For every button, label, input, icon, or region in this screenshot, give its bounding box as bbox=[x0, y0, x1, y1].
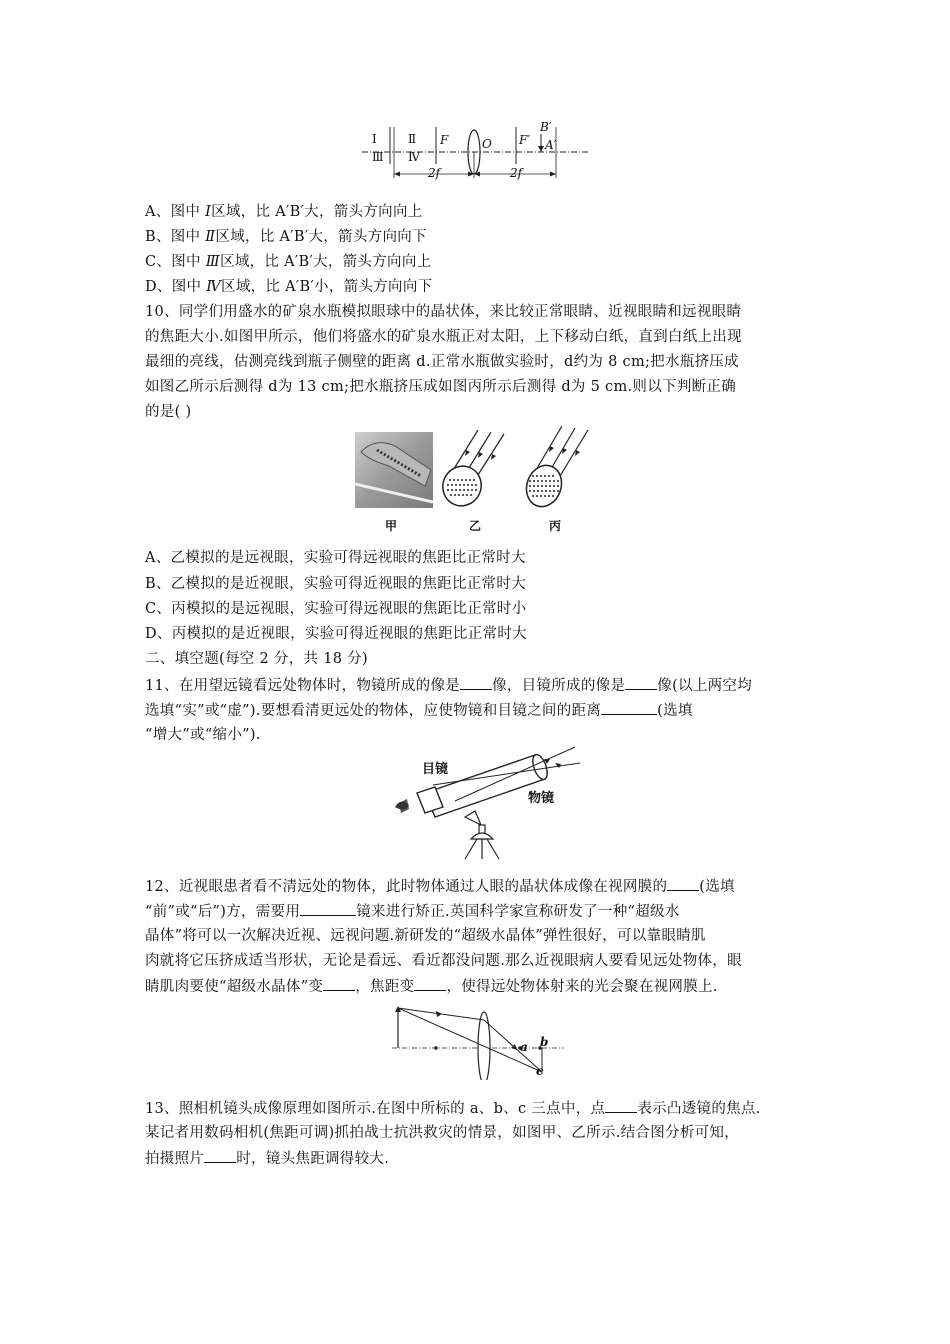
lens-zones-diagram bbox=[360, 122, 590, 184]
q12-line-4: 肉就将它压挤成适当形状，无论是看远、看近都没问题.那么近视眼病人要看见远处物体，眼 bbox=[145, 953, 742, 969]
fig-jia-label: 甲 bbox=[385, 519, 398, 533]
q12-line-5: 睛肌肉要使“超级水晶体”变 ，焦距变 ，使得远处物体射来的光会聚在视网膜上. bbox=[145, 976, 718, 997]
q10-line-3: 最细的亮线，估测亮线到瓶子侧壁的距离 d.正常水瓶做实验时，d约为 8 cm;把水瓶挤压成 bbox=[145, 354, 739, 370]
focal-point-f-label: F bbox=[440, 133, 449, 147]
image-base-label: A′ bbox=[545, 138, 557, 152]
q12-blank-2[interactable] bbox=[300, 901, 356, 916]
q10-option-d: D、丙模拟的是近视眼，实验可得近视眼的焦距比正常时大 bbox=[145, 626, 527, 642]
q12-blank-4[interactable] bbox=[414, 976, 446, 991]
zone-2-label: Ⅱ bbox=[408, 132, 417, 146]
q10-line-2: 的焦距大小.如图甲所示，他们将盛水的矿泉水瓶正对太阳，上下移动白纸，直到白纸上出现 bbox=[145, 329, 742, 345]
q10-line-4: 如图乙所示后测得 d为 13 cm;把水瓶挤压成如图丙所示后测得 d为 5 cm.则以下判断正确 bbox=[145, 379, 737, 395]
point-a-label: a bbox=[520, 1040, 528, 1054]
q11-blank-2[interactable] bbox=[625, 675, 657, 690]
q11-blank-1[interactable] bbox=[460, 675, 492, 690]
q12-line-3: 晶体”将可以一次解决近视、远视问题.新研发的“超级水晶体”弹性很好，可以靠眼睛肌 bbox=[145, 928, 706, 944]
q11-line-1: 11、在用望远镜看远处物体时，物镜所成的像是 像，目镜所成的像是 像(以上两空均 bbox=[145, 675, 752, 696]
zone-1-label: Ⅰ bbox=[372, 132, 377, 146]
q13-line-2: 某记者用数码相机(焦距可调)抓拍战士抗洪救灾的情景，如图甲、乙所示.结合图分析可知， bbox=[145, 1125, 740, 1141]
optical-center-label: O bbox=[482, 137, 492, 151]
q13-blank-2[interactable] bbox=[204, 1148, 236, 1163]
q9-option-c: C、图中 Ⅲ区域，比 A′B′大，箭头方向向上 bbox=[145, 254, 432, 270]
two-f-left-label: 2f bbox=[428, 166, 441, 180]
q11-line-2: 选填“实”或“虚”).要想看清更远处的物体，应使物镜和目镜之间的距离 (选填 bbox=[145, 700, 693, 721]
focal-point-f-prime-label: F′ bbox=[519, 133, 531, 147]
q10-option-b: B、乙模拟的是近视眼，实验可得近视眼的焦距比正常时大 bbox=[145, 576, 526, 592]
image-top-label: B′ bbox=[540, 120, 552, 134]
q13-line-1: 13、照相机镜头成像原理如图所示.在图中所标的 a、b、c 三点中，点 表示凸透镜的焦点. bbox=[145, 1098, 761, 1119]
q11-blank-3[interactable] bbox=[601, 700, 657, 715]
q9-option-d: D、图中 Ⅳ区域，比 A′B′小，箭头方向向下 bbox=[145, 279, 433, 295]
two-f-right-label: 2f bbox=[510, 166, 523, 180]
q12-blank-1[interactable] bbox=[667, 876, 699, 891]
q13-blank-1[interactable] bbox=[605, 1098, 637, 1113]
q13-line-3: 拍摄照片 时，镜头焦距调得较大. bbox=[145, 1148, 389, 1169]
zone-4-label: Ⅳ bbox=[408, 150, 420, 164]
lens-yi-sketch bbox=[436, 428, 518, 508]
section-2-title: 二、填空题(每空 2 分，共 18 分) bbox=[145, 651, 368, 667]
fig-bing-label: 丙 bbox=[549, 519, 562, 533]
q11-line-3: “增大”或“缩小”). bbox=[145, 727, 261, 743]
water-bottle-photo bbox=[355, 432, 433, 508]
q9-option-a: A、图中 Ⅰ区域，比 A′B′大，箭头方向向上 bbox=[145, 204, 423, 220]
eyepiece-label: 目镜 bbox=[422, 762, 449, 777]
q12-line-1: 12、近视眼患者看不清远处的物体，此时物体通过人眼的晶状体成像在视网膜的 (选填 bbox=[145, 876, 735, 897]
q12-blank-3[interactable] bbox=[323, 976, 355, 991]
q9-option-b: B、图中 Ⅱ区域，比 A′B′大，箭头方向向下 bbox=[145, 229, 427, 245]
telescope-diagram bbox=[385, 745, 600, 860]
objective-label: 物镜 bbox=[528, 791, 555, 806]
point-c-label: c bbox=[536, 1064, 544, 1078]
q12-line-2: “前”或“后”)方，需要用 镜来进行矫正.英国科学家宣称研发了一种“超级水 bbox=[145, 901, 680, 922]
q10-option-a: A、乙模拟的是远视眼，实验可得远视眼的焦距比正常时大 bbox=[145, 550, 526, 566]
q10-line-1: 10、同学们用盛水的矿泉水瓶模拟眼球中的晶状体，来比较正常眼睛、近视眼睛和远视眼睛 bbox=[145, 304, 742, 320]
fig-yi-label: 乙 bbox=[469, 519, 482, 533]
zone-3-label: Ⅲ bbox=[372, 150, 384, 164]
point-b-label: b bbox=[540, 1035, 549, 1049]
q10-line-5: 的是( ) bbox=[145, 404, 192, 420]
q10-option-c: C、丙模拟的是远视眼，实验可得远视眼的焦距比正常时小 bbox=[145, 601, 527, 617]
lens-bing-sketch bbox=[518, 424, 600, 508]
